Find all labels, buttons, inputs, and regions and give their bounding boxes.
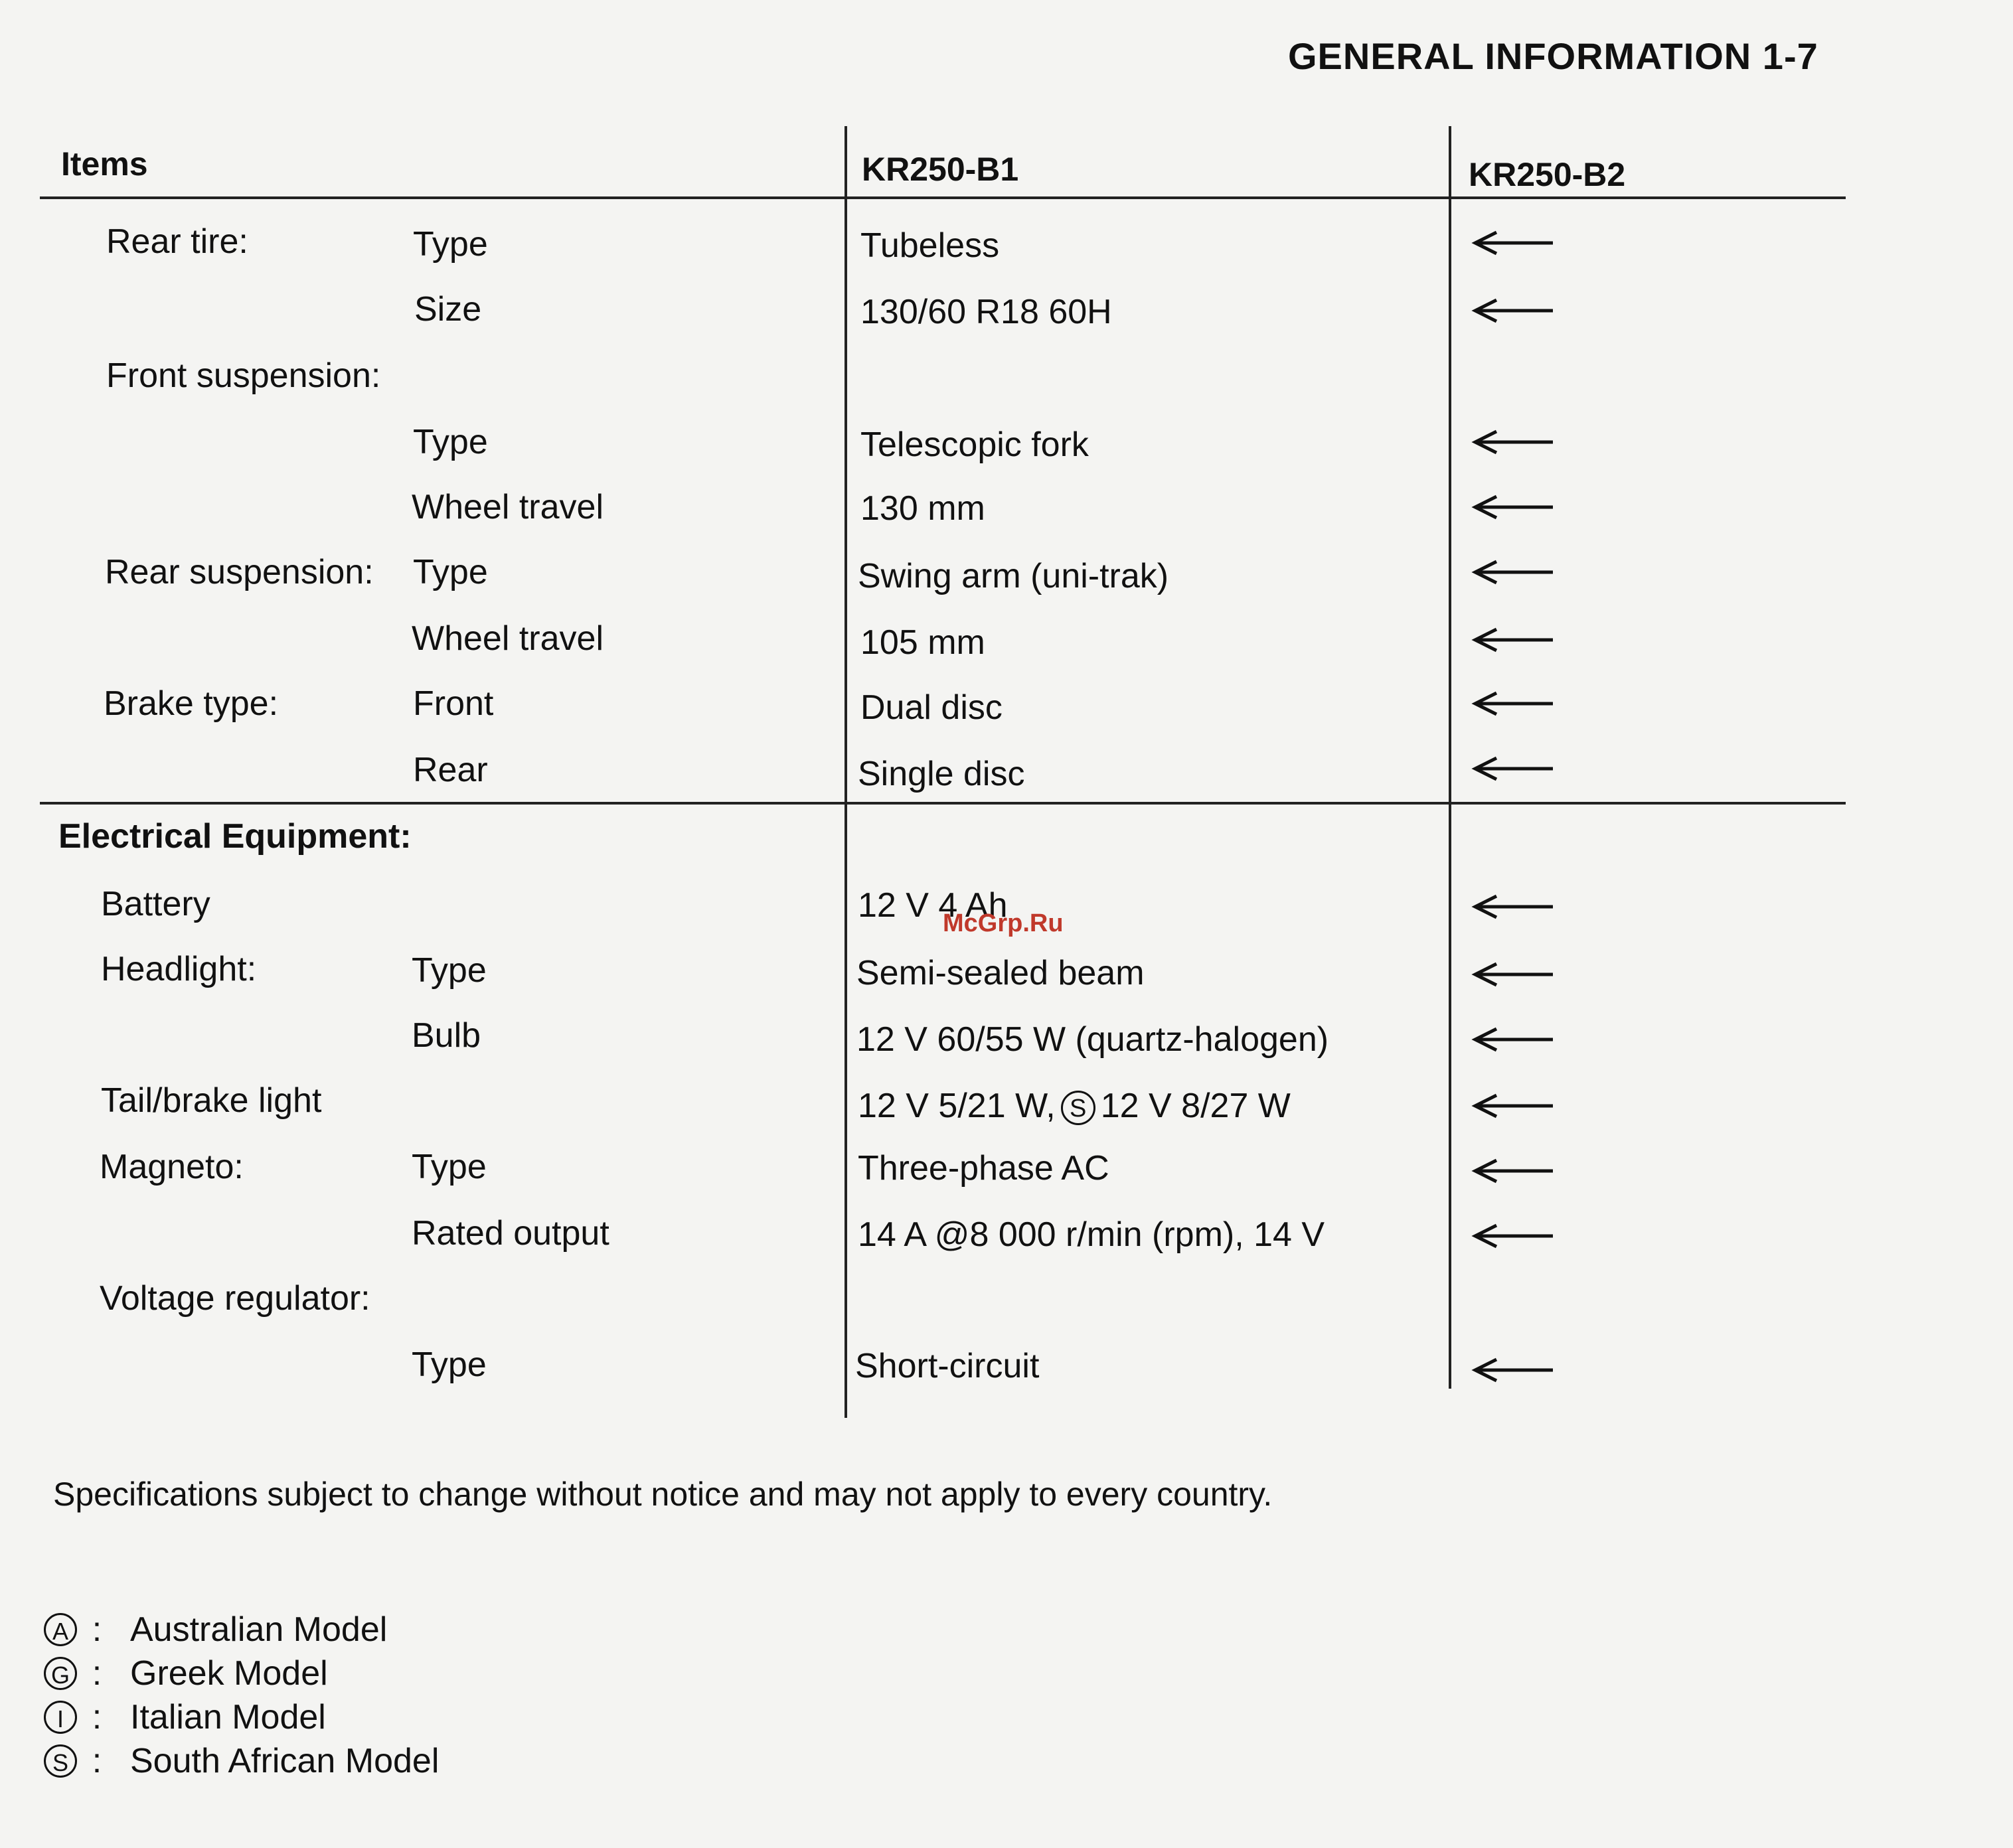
same-as-arrow-icon	[1470, 627, 1556, 653]
specifications-note: Specifications subject to change without notice and may not apply to every country.	[53, 1476, 1273, 1513]
row-value: 105 mm	[860, 623, 985, 662]
section-rule	[40, 802, 1846, 805]
column-divider-1	[845, 126, 847, 1418]
row-value: Single disc	[858, 755, 1025, 793]
model-mark: G	[44, 1657, 77, 1690]
row-value: 12 V 4 Ah	[858, 886, 1008, 925]
legend-item	[44, 1739, 439, 1780]
model-mark: I	[44, 1701, 77, 1734]
row-group: Front suspension:	[106, 356, 381, 395]
row-item: Wheel travel	[412, 488, 604, 526]
legend-colon: :	[92, 1654, 102, 1693]
column-header-b1: KR250-B1	[862, 151, 1019, 188]
tail-value-a: 12 V 5/21 W,	[858, 1087, 1056, 1125]
legend-label: Greek Model	[130, 1654, 328, 1693]
row-item: Front	[413, 684, 494, 723]
row-value: 12 V 60/55 W (quartz-halogen)	[856, 1020, 1329, 1059]
row-value: Tubeless	[860, 226, 1000, 265]
section-title-electrical: Electrical Equipment:	[58, 817, 412, 856]
row-item: Type	[413, 553, 488, 591]
same-as-arrow-icon	[1470, 1357, 1556, 1383]
row-group: Brake type:	[104, 684, 279, 723]
row-item: Wheel travel	[412, 619, 604, 658]
row-value: Three-phase AC	[858, 1149, 1109, 1188]
same-as-arrow-icon	[1470, 755, 1556, 782]
same-as-arrow-icon	[1470, 494, 1556, 520]
legend-item	[44, 1608, 387, 1649]
row-group: Headlight:	[101, 950, 257, 988]
legend-colon: :	[92, 1742, 102, 1781]
column-header-items: Items	[61, 145, 148, 183]
same-as-arrow-icon	[1470, 429, 1556, 455]
row-item: Type	[412, 1148, 487, 1186]
model-mark: A	[44, 1613, 77, 1646]
column-divider-2	[1449, 126, 1451, 1389]
row-value: Swing arm (uni-trak)	[858, 557, 1169, 595]
row-group: Voltage regulator:	[100, 1279, 370, 1318]
legend-label: Italian Model	[130, 1698, 326, 1737]
legend-colon: :	[92, 1698, 102, 1737]
same-as-arrow-icon	[1470, 961, 1556, 988]
row-value: 14 A @8 000 r/min (rpm), 14 V	[858, 1215, 1325, 1254]
same-as-arrow-icon	[1470, 1026, 1556, 1053]
header-rule	[40, 196, 1846, 199]
watermark: McGrp.Ru	[943, 909, 1064, 937]
row-item: Type	[413, 423, 488, 461]
same-as-arrow-icon	[1470, 1158, 1556, 1184]
tail-value-b: 12 V 8/27 W	[1100, 1087, 1291, 1125]
row-value: 130 mm	[860, 489, 985, 528]
row-item: Rear	[413, 751, 488, 789]
same-as-arrow-icon	[1470, 1223, 1556, 1249]
row-item: Type	[413, 225, 488, 264]
legend-label: Australian Model	[130, 1610, 388, 1650]
row-value: 130/60 R18 60H	[860, 293, 1112, 331]
page-header: GENERAL INFORMATION 1-7	[1288, 35, 1818, 77]
row-value: Telescopic fork	[860, 425, 1089, 464]
column-header-b2: KR250-B2	[1469, 156, 1626, 193]
same-as-arrow-icon	[1470, 230, 1556, 256]
row-group: Rear suspension:	[105, 553, 374, 591]
row-item: Rated output	[412, 1214, 609, 1253]
row-item: Bulb	[412, 1016, 481, 1055]
same-as-arrow-icon	[1470, 559, 1556, 585]
model-mark: S	[44, 1744, 77, 1778]
same-as-arrow-icon	[1470, 893, 1556, 920]
row-group: Magneto:	[100, 1148, 244, 1186]
row-group: Tail/brake light	[101, 1081, 322, 1120]
row-value-tail	[858, 1086, 1291, 1126]
row-value: Short-circuit	[855, 1347, 1040, 1385]
legend-colon: :	[92, 1610, 102, 1650]
legend-item	[44, 1652, 328, 1693]
row-value: Semi-sealed beam	[856, 954, 1145, 992]
row-item: Type	[412, 1346, 487, 1384]
south-african-mark: S	[1061, 1091, 1095, 1125]
legend-label: South African Model	[130, 1742, 440, 1781]
same-as-arrow-icon	[1470, 690, 1556, 717]
same-as-arrow-icon	[1470, 1093, 1556, 1119]
row-group: Battery	[101, 885, 210, 923]
row-item: Size	[414, 290, 482, 329]
legend-item	[44, 1695, 326, 1736]
row-group: Rear tire:	[106, 222, 248, 261]
same-as-arrow-icon	[1470, 297, 1556, 324]
row-item: Type	[412, 951, 487, 990]
row-value: Dual disc	[860, 688, 1003, 727]
